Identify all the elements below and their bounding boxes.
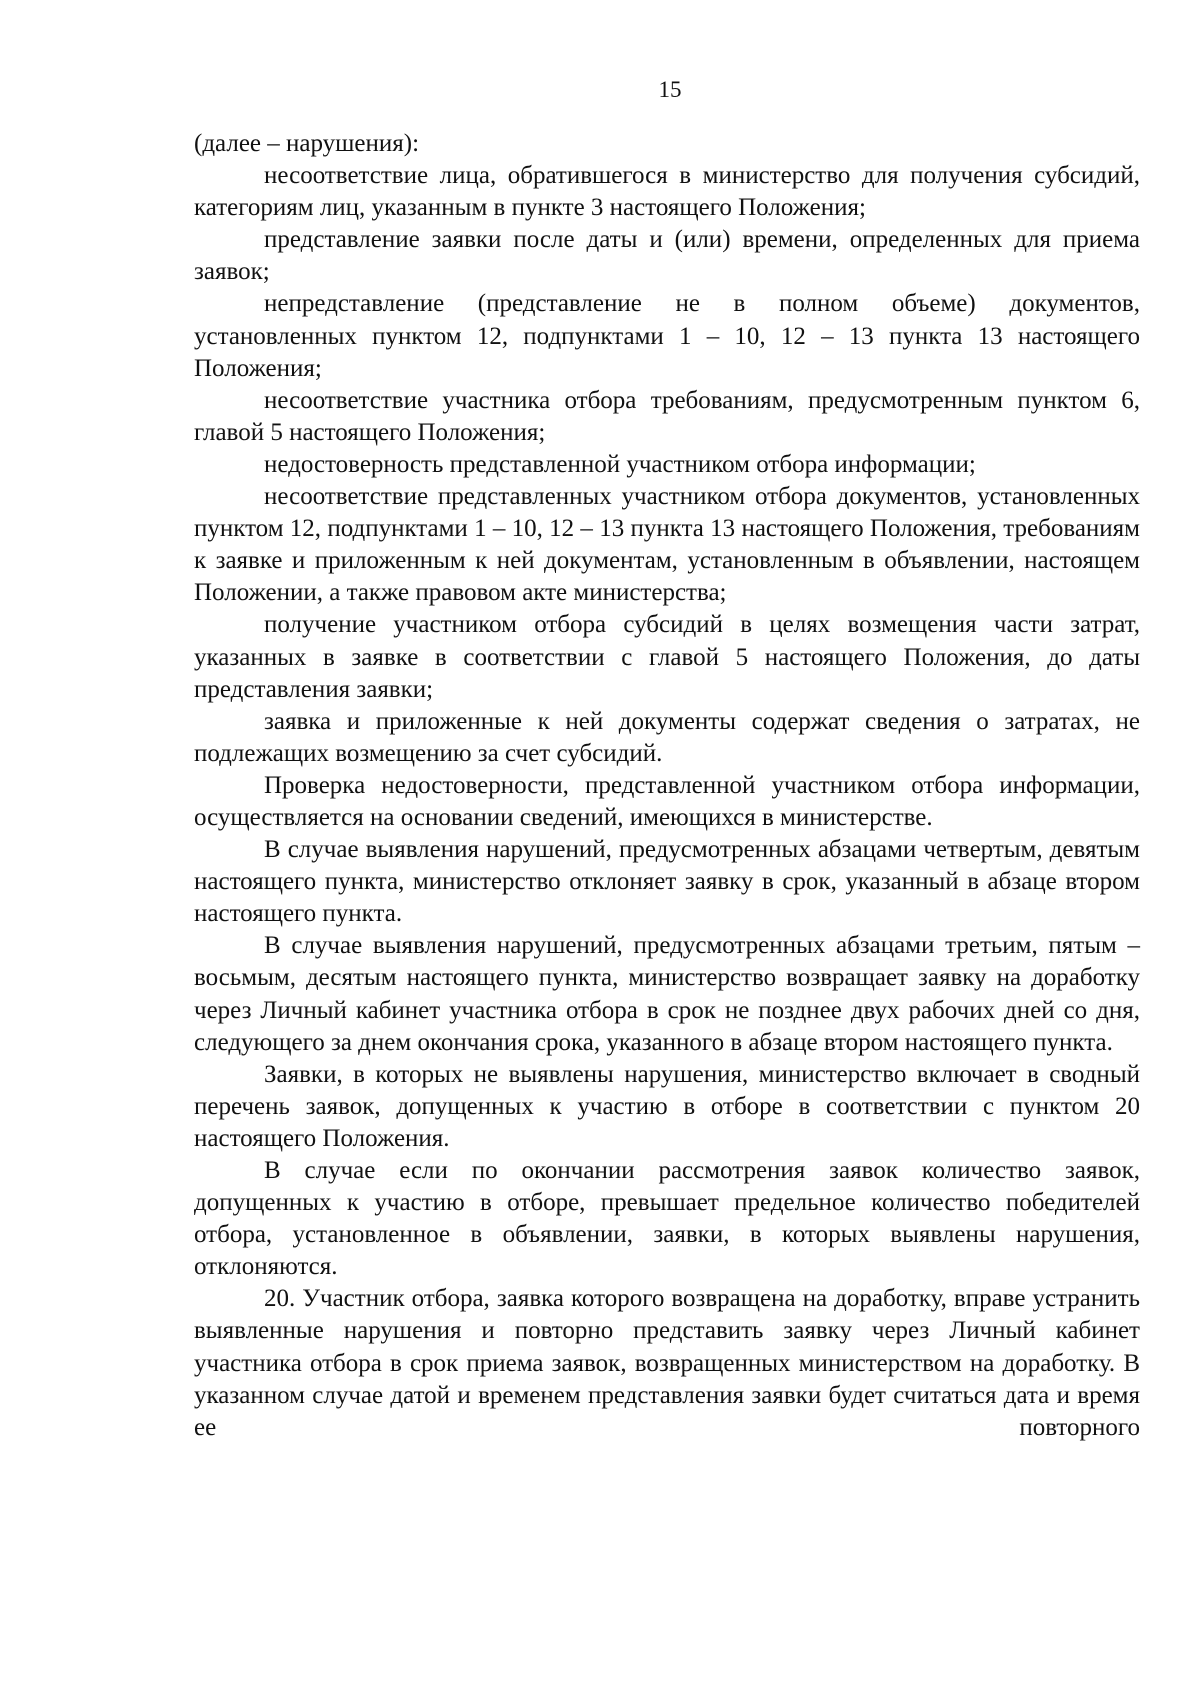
paragraph-violation-missing-documents: непредставление (представление не в полном объеме) документов, установленных пунктом 12, подпунктами 1 – 10, 12 – 13 пункта 13 настоящего Положения;	[194, 290, 1140, 382]
paragraph-return-for-revision: В случае выявления нарушений, предусмотренных абзацами третьим, пятым – восьмым, десятым настоящего пункта, министерство возвращает заявку на доработку через Личный кабинет участника отбора в срок не позднее двух рабочих дней со дня, следующего за днем окончания срока, указанного в абзаце втором настоящего пункта.	[194, 932, 1140, 1056]
paragraph-violation-non-reimbursable: заявка и приложенные к ней документы содержат сведения о затратах, не подлежащих возмещению за счет субсидий.	[194, 707, 1140, 767]
paragraph-violation-false-information: недостоверность представленной участником отбора информации;	[264, 450, 976, 478]
paragraph-item-20: 20. Участник отбора, заявка которого возвращена на доработку, вправе устранить выявленные нарушения и повторно представить заявку через Личный кабинет участника отбора в срок приема заявок, возвращенных министерством на доработку. В указанном случае датой и временем представления заявки будет считаться дата и время ее повторного	[194, 1285, 1140, 1441]
paragraph-excess-winners: В случае если по окончании рассмотрения заявок количество заявок, допущенных к участию в отборе, превышает предельное количество победителей отбора, установленное в объявлении, заявки, в которых выявлены нарушения, отклоняются.	[194, 1157, 1140, 1281]
page-number: 15	[658, 77, 682, 102]
document-body	[194, 128, 1140, 1444]
paragraph-rejection: В случае выявления нарушений, предусмотренных абзацами четвертым, девятым настоящего пункта, министерство отклоняет заявку в срок, указанный в абзаце втором настоящего пункта.	[194, 836, 1140, 928]
paragraph-verification: Проверка недостоверности, представленной участником отбора информации, осуществляется на основании сведений, имеющихся в министерстве.	[194, 771, 1140, 831]
paragraph-violation-late-submission: представление заявки после даты и (или) времени, определенных для приема заявок;	[194, 226, 1140, 286]
paragraph-violation-requirements: несоответствие участника отбора требованиям, предусмотренным пунктом 6, главой 5 настоящего Положения;	[194, 386, 1140, 446]
paragraph-violation-category: несоответствие лица, обратившегося в министерство для получения субсидий, категориям лиц, указанным в пункте 3 настоящего Положения;	[194, 162, 1140, 222]
paragraph-admitted-list: Заявки, в которых не выявлены нарушения, министерство включает в сводный перечень заявок, допущенных к участию в отборе в соответствии с пунктом 20 настоящего Положения.	[194, 1060, 1140, 1152]
paragraph-continuation: (далее – нарушения):	[194, 130, 420, 157]
paragraph-violation-document-mismatch: несоответствие представленных участником отбора документов, установленных пунктом 12, подпунктами 1 – 10, 12 – 13 пункта 13 настоящего Положения, требованиям к заявке и приложенным к ней документам, установленным в объявлении, настоящем Положении, а также правовом акте министерства;	[194, 483, 1140, 607]
paragraph-violation-prior-subsidy: получение участником отбора субсидий в целях возмещения части затрат, указанных в заявке в соответствии с главой 5 настоящего Положения, до даты представления заявки;	[194, 611, 1140, 703]
